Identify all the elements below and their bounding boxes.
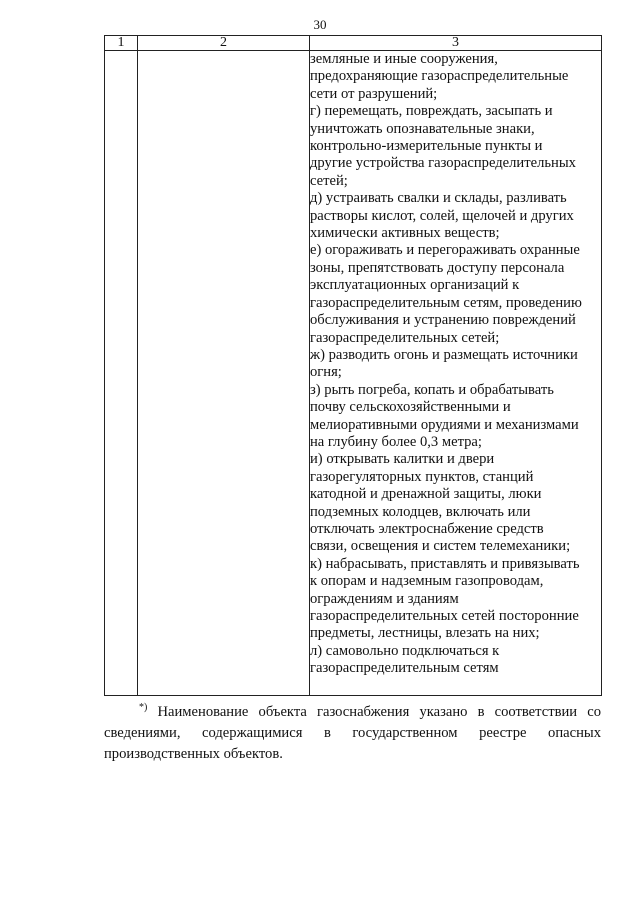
text-line: газораспределительных сетей посторонние [310, 608, 579, 624]
text-line: ограждениям и зданиям [310, 590, 459, 607]
text-line: з) рыть погреба, копать и обрабатывать [310, 381, 554, 398]
text-line: газораспределительным сетям [310, 660, 499, 677]
table-row [105, 51, 602, 696]
text-line: газораспределительных сетей; [310, 329, 500, 346]
text-line: огня; [310, 364, 342, 381]
requirements-table [104, 35, 602, 696]
text-line: л) самовольно подключаться к [310, 642, 500, 659]
text-line: и) открывать калитки и двери [310, 451, 495, 468]
text-line: г) перемещать, повреждать, засыпать и [310, 103, 553, 120]
column-header-2: 2 [138, 36, 310, 51]
text-line: растворы кислот, солей, щелочей и других [310, 207, 574, 224]
text-line: газорегуляторных пунктов, станций [310, 468, 534, 485]
text-line: сетей; [310, 172, 348, 189]
text-line: е) огораживать и перегораживать охранные [310, 242, 580, 259]
footnote-line: сведениями, содержащимися в государственном реестре опасных [104, 725, 601, 741]
text-line: предохраняющие газораспределительные [310, 68, 569, 85]
footnote [104, 702, 601, 765]
text-line: другие устройства газораспределительных [310, 155, 576, 172]
footnote-text: Наименование объекта газоснабжения указано в соответствии со [157, 704, 601, 720]
footnote-marker: *) [139, 702, 148, 714]
text-line: предметы, лестницы, влезать на них; [310, 625, 540, 642]
column-header-1: 1 [105, 36, 138, 51]
footnote-line: производственных объектов. [104, 746, 283, 762]
text-line: к опорам и надземным газопроводам, [310, 573, 544, 590]
text-line: ж) разводить огонь и размещать источники [310, 346, 578, 363]
text-line: катодной и дренажной защиты, люки [310, 486, 542, 503]
table-header-row [105, 36, 602, 51]
page-number: 30 [313, 17, 327, 32]
text-line: химически активных веществ; [310, 225, 500, 242]
text-line: д) устраивать свалки и склады, разливать [310, 190, 567, 207]
text-line: эксплуатационных организаций к [310, 277, 520, 294]
text-line: сети от разрушений; [310, 85, 438, 102]
text-line: почву сельскохозяйственными и [310, 399, 511, 416]
text-line: мелиоративными орудиями и механизмами [310, 416, 579, 433]
text-line: обслуживания и устранению повреждений [310, 312, 576, 329]
text-line: к) набрасывать, приставлять и привязывать [310, 555, 580, 572]
table-cell-col2 [138, 51, 310, 696]
text-line: отключать электроснабжение средств [310, 520, 544, 537]
table-cell-col1 [105, 51, 138, 696]
text-line: контрольно-измерительные пункты и [310, 138, 543, 155]
table-cell-col3 [310, 51, 602, 696]
footnote-line [104, 702, 601, 723]
text-line: зоны, препятствовать доступу персонала [310, 259, 565, 276]
column-header-3: 3 [310, 36, 602, 51]
text-line: уничтожать опознавательные знаки, [310, 120, 535, 137]
text-line: газораспределительным сетям, проведению [310, 294, 582, 311]
text-line: земляные и иные сооружения, [310, 51, 498, 67]
text-line: подземных колодцев, включать или [310, 503, 531, 520]
text-line: на глубину более 0,3 метра; [310, 433, 482, 450]
text-line: связи, освещения и систем телемеханики; [310, 538, 571, 555]
